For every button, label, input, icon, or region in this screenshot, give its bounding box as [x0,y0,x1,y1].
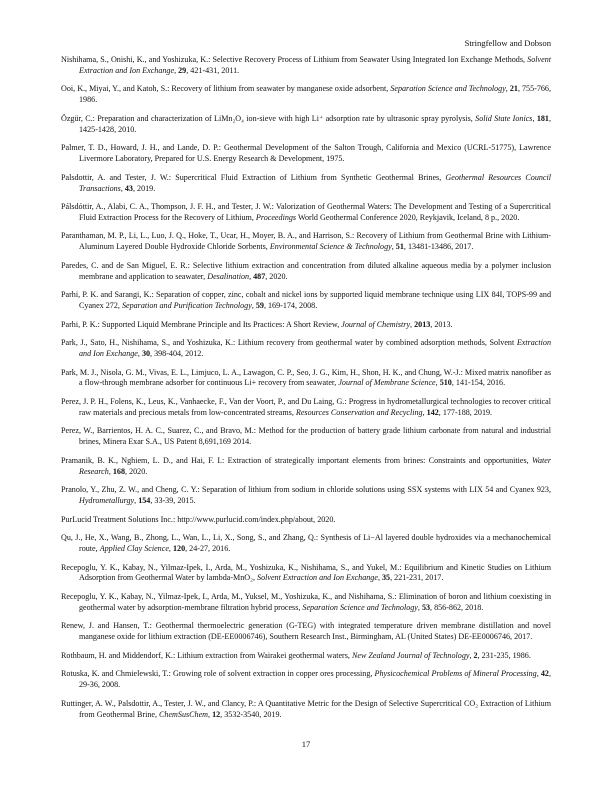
reference-entry: Pálsdóttir, A., Alabi, C. A., Thompson, J. F. H., and Tester, J. W.: Valorization of Geothermal Waters: The Development and Testing of a Supercritical Fluid Extraction Process for the Recovery of Lithium, Proceedings World Geothermal Conference 2020, Reykjavik, Iceland, 8 p., 2020. [61,202,551,222]
reference-entry: Paredes, C. and de San Miguel, E. R.: Selective lithium extraction and concentration from diluted alkaline aqueous media by a polymer inclusion membrane and application to seawater, Desalination, 487, 2020. [61,260,551,281]
reference-entry: Ooi, K., Miyai, Y., and Katoh, S.: Recovery of lithium from seawater by manganese oxide adsorbent, Separation Science and Technology, 21, 755-766, 1986. [61,84,552,105]
reference-entry: Rotuska, K. and Chmielewski, T.: Growing role of solvent extraction in copper ores processing, Physicochemical Problems of Mineral Processing, 42, 29-36, 2008. [61,669,551,690]
reference-entry: Renew, J. and Hansen, T.: Geothermal thermoelectric generation (G-TEG) with integrated temperature driven membrane distillation and novel manganese oxide for lithium extraction (DE-EE0006746), Southern Research Inst., Birmingham, AL (United States) DE-EE0006746, 2017. [61,621,551,642]
reference-entry: Perez, J. P. H., Folens, K., Leus, K., Vanhaecke, F., Van der Voort, P., and Du Laing, G.: Progress in hydrometallurgical technologies to recover critical raw materials and precious metals from low-concentrated streams, Resources Conservation and Recycling, 142, 177-188, 2019. [61,396,551,417]
reference-entry: PurLucid Treatment Solutions Inc.: http://www.purlucid.com/index.php/about, 2020. [61,514,336,524]
reference-entry: Park, J., Sato, H., Nishihama, S., and Yoshizuka, K.: Lithium recovery from geothermal water by combined adsorption methods, Solvent Extraction and Ion Exchange, 30, 398-404, 2012. [61,338,551,359]
reference-entry: Parhi, P. K. and Sarangi, K.: Separation of copper, zinc, cobalt and nickel ions by supported liquid membrane technique using LIX 84I, TOPS-99 and Cyanex 272, Separation and Purification Technology, 59, 169-174, 2008. [61,290,551,311]
reference-entry: Özgür, C.: Preparation and characterization of LiMn₂O₄ ion-sieve with high Li⁺ adsorption rate by ultrasonic spray pyrolysis, Solid State Ionics, 181, 1425-1428, 2010. [61,113,551,134]
reference-entry: Palsdottir, A. and Tester, J. W.: Supercritical Fluid Extraction of Lithium from Synthetic Geothermal Brines, Geothermal Resources Council Transactions, 43, 2019. [61,172,551,193]
reference-entry: Pramanik, B. K., Nghiem, L. D., and Hai, F. I.: Extraction of strategically important elements from brines: Constraints and opportunities, Water Research, 168, 2020. [61,455,551,476]
reference-entry: Paranthaman, M. P., Li, L., Luo, J. Q., Hoke, T., Ucar, H., Moyer, B. A., and Harrison, S.: Recovery of Lithium from Geothermal Brine with Lithium-Aluminum Layered Double Hydroxide Chloride Sorbents, Environmental Science & Technology, 51, 13481-13486, 2017. [61,231,551,252]
reference-entry: Rothbaum, H. and Middendorf, K.: Lithium extraction from Wairakei geothermal waters, New Zealand Journal of Technology, 2, 231-235, 1986. [61,650,531,660]
reference-entry: Pranolo, Y., Zhu, Z. W., and Cheng, C. Y.: Separation of lithium from sodium in chloride solutions using SSX systems with LIX 54 and Cyanex 923, Hydrometallurgy, 154, 33-39, 2015. [61,485,551,506]
reference-entry: Perez, W., Barrientos, H. A. C., Suarez, C., and Bravo, M.: Method for the production of battery grade lithium carbonate from natural and industrial brines, Minera Exar S.A., US Patent 8,691,169 2014. [61,426,551,447]
reference-entry: Nishihama, S., Onishi, K., and Yoshizuka, K.: Selective Recovery Process of Lithium from Seawater Using Integrated Ion Exchange Methods, Solvent Extraction and Ion Exchange, 29, 421-431, 2011. [61,55,551,75]
reference-entry: Ruttinger, A. W., Palsdottir, A., Tester, J. W., and Clancy, P.: A Quantitative Metric for the Design of Selective Supercritical CO₂ Extraction of Lithium from Geothermal Brine, ChemSusChem, 12, 3532-3540, 2019. [61,698,551,719]
page-number: 17 [301,739,311,749]
running-header: Stringfellow and Dobson [464,38,551,48]
reference-list [61,55,551,728]
reference-entry: Recepoglu, Y. K., Kabay, N., Yilmaz-Ipek, I., Arda, M., Yuksel, M., Yoshizuka, K., and Nishihama, S.: Elimination of boron and lithium coexisting in geothermal water by adsorption-membrane filtration hybrid process, Separation Science and Technology, 53, 856-862, 2018. [61,591,551,612]
reference-entry: Recepoglu, Y. K., Kabay, N., Yilmaz-Ipek, I., Arda, M., Yoshizuka, K., Nishihama, S., and Yukel, M.: Equilibrium and Kinetic Studies on Lithium Adsorption from Geothermal Water by lambda-MnO₂, Solvent Extraction and Ion Exchange, 35, 221-231, 2017. [61,562,551,583]
reference-entry: Qu, J., He, X., Wang, B., Zhong, L., Wan, L., Li, X., Song, S., and Zhang, Q.: Synthesis of Li−Al layered double hydroxides via a mechanochemical route, Applied Clay Science, 120, 24-27, 2016. [61,533,551,553]
reference-entry: Park, M. J., Nisola, G. M., Vivas, E. L., Limjuco, L. A., Lawagon, C. P., Seo, J. G., Kim, H., Shon, H. K., and Chung, W.-J.: Mixed matrix nanofiber as a flow-through membrane adsorber for continuous Li+ recovery from seawater, Journal of Membrane Science, 510, 141-154, 2016. [61,367,551,388]
reference-entry: Parhi, P. K.: Supported Liquid Membrane Principle and Its Practices: A Short Review, Journal of Chemistry, 2013, 2013. [61,319,453,329]
reference-entry: Palmer, T. D., Howard, J. H., and Lande, D. P.: Geothermal Development of the Salton Trough, California and Mexico (UCRL-51775), Lawrence Livermore Laboratory, Prepared for U.S. Energy Research & Development, 1975. [61,143,551,164]
